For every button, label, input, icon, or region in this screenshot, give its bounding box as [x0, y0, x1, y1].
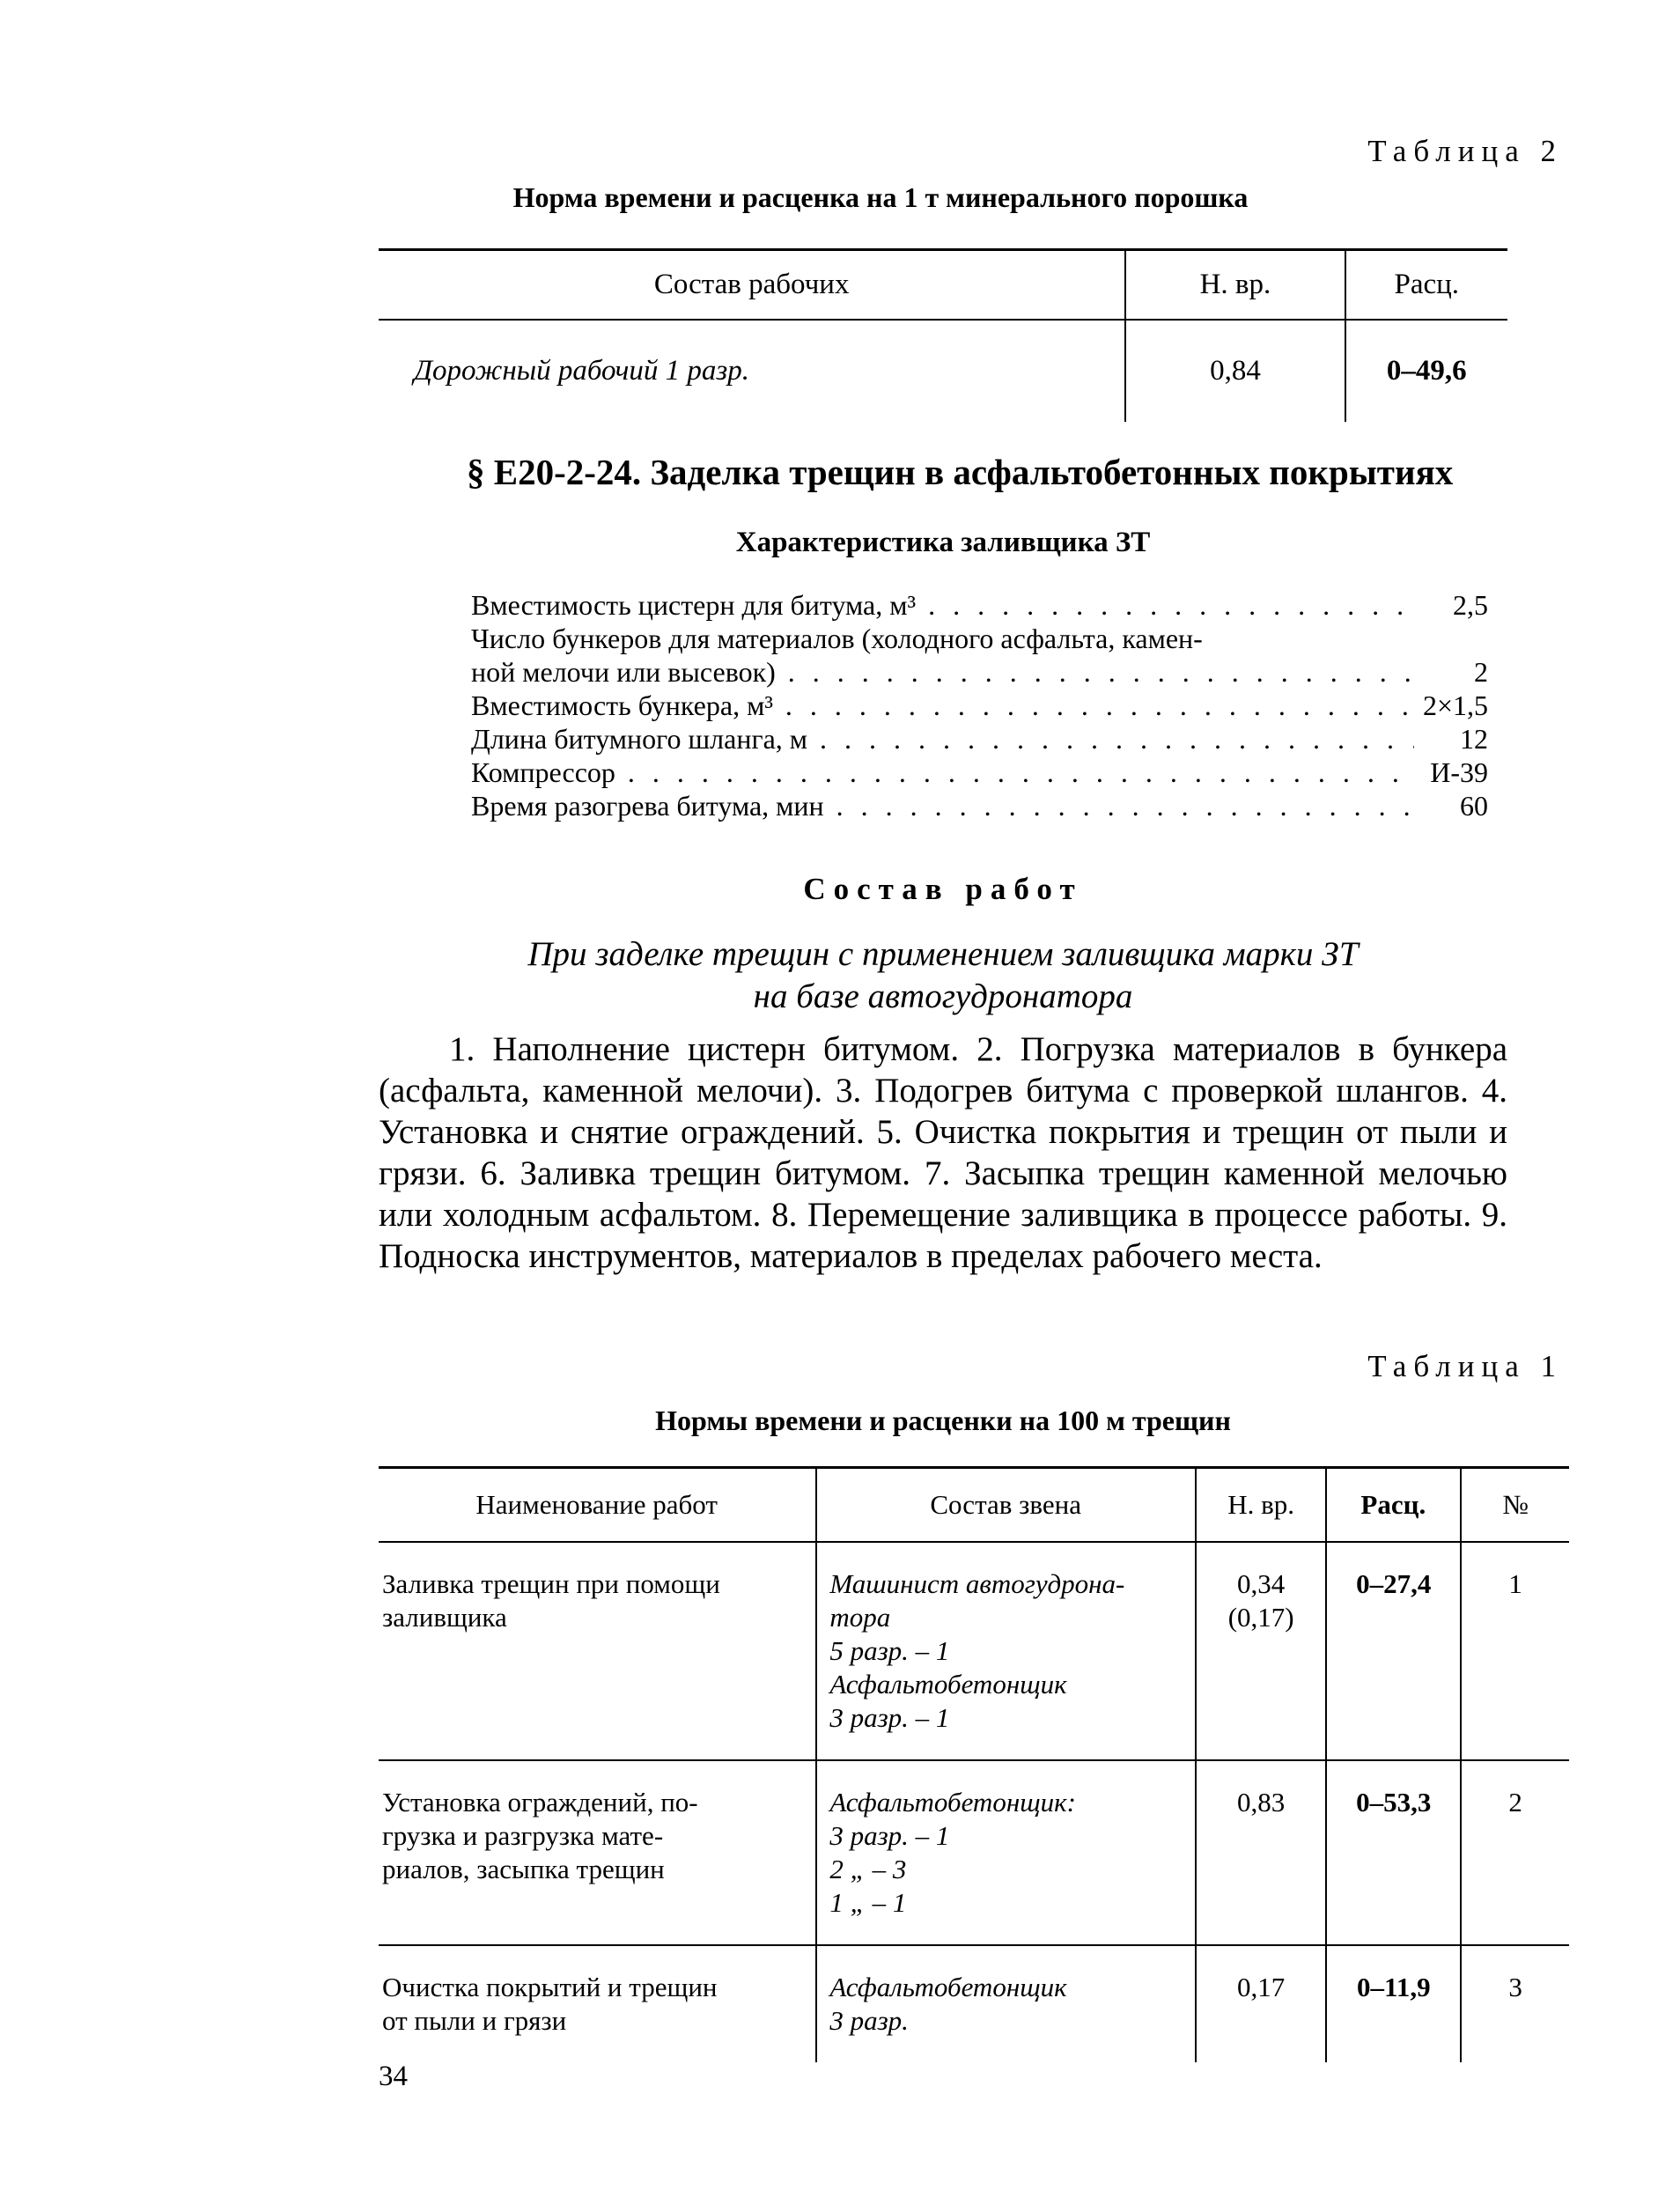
work-title: Состав работ: [803, 872, 1083, 906]
list-item: [471, 756, 1488, 789]
cell-line: 5 разр. – 1: [829, 1635, 950, 1666]
cell-line: (0,17): [1227, 1602, 1294, 1633]
cell-line: от пыли и грязи: [382, 2005, 567, 2036]
spec-value: 60: [1460, 790, 1488, 822]
cell-line: 0,17: [1237, 1972, 1286, 2002]
cell-line: Асфальтобетонщик:: [829, 1787, 1076, 1818]
cell-line: заливщика: [382, 1602, 507, 1633]
dot-leader: [928, 588, 1414, 622]
table1-cell-number: 3: [1461, 1945, 1569, 2062]
table1-header-norm: Н. вр.: [1196, 1468, 1326, 1543]
work-subtitle: [379, 933, 1507, 1018]
table1: [379, 1466, 1569, 2062]
spec-label-line1: Число бункеров для материалов (холодного асфальта, камен-: [471, 623, 1203, 654]
dot-leader: [820, 722, 1414, 756]
list-item: [471, 722, 1488, 756]
cell-line: 1 „ – 1: [829, 1887, 907, 1918]
cell-line: 2 „ – 3: [829, 1854, 907, 1884]
table2-cell-rate: 0–49,6: [1345, 320, 1507, 422]
dot-leader: [788, 655, 1414, 689]
spec-label: Время разогрева битума, мин: [471, 790, 824, 822]
table2-header-row: [379, 250, 1507, 321]
table1-header-work: Наименование работ: [475, 1489, 718, 1520]
dot-leader: [628, 756, 1414, 789]
table1-label: Таблица 1: [1367, 1349, 1563, 1383]
table2-header-rate: Расц.: [1345, 250, 1507, 321]
list-item: [471, 588, 1488, 622]
list-item: [471, 689, 1488, 722]
spec-value: 2: [1474, 656, 1488, 688]
table-row: [379, 1945, 1569, 2062]
table1-cell-rate: 0–53,3: [1326, 1760, 1461, 1945]
spec-label: Вместимость бункера, м³: [471, 689, 773, 721]
table1-cell-norm: [1196, 1760, 1326, 1945]
dot-leader: [785, 689, 1411, 722]
spec-list: [471, 588, 1488, 822]
table2: [379, 248, 1507, 422]
spec-label: ной мелочи или высевок): [471, 656, 776, 688]
table1-cell-work: [379, 1760, 816, 1945]
cell-line: Установка ограждений, по-: [382, 1787, 698, 1818]
spec-value: 12: [1460, 723, 1488, 755]
list-item: [471, 789, 1488, 822]
cell-line: Очистка покрытий и трещин: [382, 1972, 718, 2002]
table1-cell-work: [379, 1542, 816, 1760]
work-subtitle-line2: на базе автогудронатора: [753, 977, 1133, 1015]
table-row: [379, 320, 1507, 422]
cell-line: 3 разр. – 1: [829, 1820, 950, 1851]
table1-caption: Нормы времени и расценки на 100 м трещин: [655, 1405, 1231, 1436]
table1-cell-norm: [1196, 1542, 1326, 1760]
spec-label: Длина битумного шланга, м: [471, 723, 808, 755]
cell-line: 3 разр. – 1: [829, 1702, 950, 1733]
list-item: [471, 655, 1488, 689]
table2-header-norm: Н. вр.: [1125, 250, 1345, 321]
dot-leader: [836, 789, 1414, 822]
cell-line: 3 разр.: [829, 2005, 909, 2036]
table1-cell-rate: 0–11,9: [1326, 1945, 1461, 2062]
table1-cell-norm: [1196, 1945, 1326, 2062]
table-row: [379, 1542, 1569, 1760]
table1-header-row: [379, 1468, 1569, 1543]
table2-caption: Норма времени и расценка на 1 т минерального порошка: [512, 181, 1249, 213]
section-title: § Е20-2-24. Заделка трещин в асфальтобетонных покрытиях: [467, 452, 1454, 492]
cell-line: 0,83: [1237, 1787, 1286, 1818]
cell-line: тора: [829, 1602, 891, 1633]
cell-line: грузка и разгрузка мате-: [382, 1820, 664, 1851]
table1-cell-number: 1: [1461, 1542, 1569, 1760]
spec-label: Компрессор: [471, 756, 615, 788]
spec-value: 2,5: [1453, 589, 1488, 621]
cell-line: Заливка трещин при помощи: [382, 1568, 720, 1599]
table2-label: Таблица 2: [1367, 134, 1563, 168]
cell-line: Асфальтобетонщик: [829, 1669, 1067, 1700]
table2-cell-norm: 0,84: [1125, 320, 1345, 422]
table1-header-rate: Расц.: [1326, 1468, 1461, 1543]
table1-cell-rate: 0–27,4: [1326, 1542, 1461, 1760]
table1-cell-number: 2: [1461, 1760, 1569, 1945]
table1-header-number: №: [1461, 1468, 1569, 1543]
table2-header-workers: Состав рабочих: [653, 269, 850, 300]
cell-line: риалов, засыпка трещин: [382, 1854, 665, 1884]
work-subtitle-line1: При заделке трещин с применением заливщика марки ЗТ: [527, 935, 1359, 973]
table1-cell-crew: [816, 1760, 1196, 1945]
table1-header-crew: Состав звена: [816, 1468, 1196, 1543]
table-row: [379, 1760, 1569, 1945]
work-paragraph: 1. Наполнение цистерн битумом. 2. Погрузка материалов в бункера (асфальта, каменной мелочи). 3. Подогрев битума с проверкой шлангов. 4. Установка и снятие ограждений. 5. Очистка покрытия и трещин от пыли и грязи. 6. Заливка трещин битумом. 7. Засыпка трещин каменной мелочью или холодным асфальтом. 8. Перемещение заливщика в процессе работы. 9. Подноска инструментов, материалов в пределах рабочего места.: [379, 1030, 1507, 1275]
table1-cell-crew: [816, 1945, 1196, 2062]
characteristics-title: Характеристика заливщика ЗТ: [735, 527, 1151, 558]
table1-cell-crew: [816, 1542, 1196, 1760]
cell-line: Асфальтобетонщик: [829, 1972, 1067, 2002]
spec-value: 2×1,5: [1422, 689, 1488, 721]
table1-cell-work: [379, 1945, 816, 2062]
page-number: 34: [379, 2061, 408, 2092]
table2-cell-workers: Дорожный рабочий 1 разр.: [414, 355, 750, 387]
cell-line: 0,34: [1237, 1568, 1286, 1599]
spec-value: И-39: [1430, 756, 1488, 788]
cell-line: Машинист автогудрона-: [829, 1568, 1125, 1599]
spec-label: Вместимость цистерн для битума, м³: [471, 589, 917, 621]
